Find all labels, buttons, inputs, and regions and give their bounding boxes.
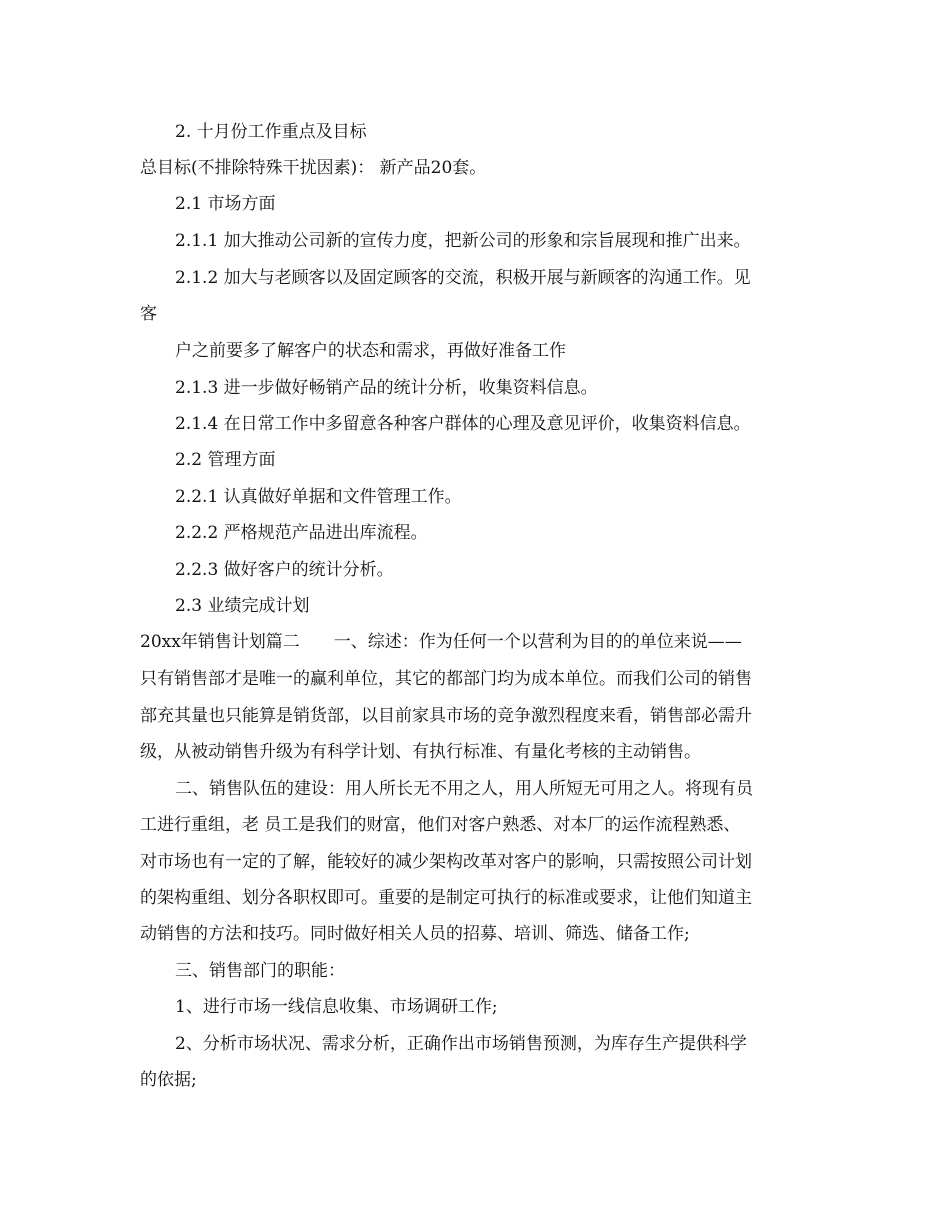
paragraph-line: 2.2.3 做好客户的统计分析。: [175, 560, 394, 580]
paragraph-line: 对市场也有一定的了解，能较好的减少架构改革对客户的影响，只需按照公司计划: [140, 852, 752, 872]
paragraph-line: 2.1.4 在日常工作中多留意各种客户群体的心理及意见评价，收集资料信息。: [175, 414, 751, 434]
paragraph-line: 动销售的方法和技巧。同时做好相关人员的招募、培训、筛选、储备工作;: [140, 924, 690, 944]
paragraph-line: 2.1.2 加大与老顾客以及固定顾客的交流，积极开展与新顾客的沟通工作。见: [175, 268, 751, 288]
paragraph-line: 部充其量也只能算是销货部，以目前家具市场的竞争激烈程度来看，销售部必需升: [140, 706, 752, 726]
heading-sales-functions: 三、销售部门的职能：: [175, 961, 345, 981]
paragraph-line: 总目标(不排除特殊干扰因素)： 新产品20套。: [140, 158, 487, 178]
heading-management: 2.2 管理方面: [175, 450, 276, 470]
paragraph-line: 2.1.1 加大推动公司新的宣传力度，把新公司的形象和宗旨展现和推广出来。: [175, 231, 751, 251]
paragraph-line: 户之前要多了解客户的状态和需求，再做好准备工作: [175, 341, 566, 361]
list-item: 1、进行市场一线信息收集、市场调研工作;: [175, 997, 498, 1017]
paragraph-line: 客: [140, 304, 157, 324]
list-item-continuation: 的依据;: [140, 1070, 197, 1090]
heading-performance-plan: 2.3 业绩完成计划: [175, 596, 310, 616]
paragraph-line: 2.1.3 进一步做好畅销产品的统计分析，收集资料信息。: [175, 378, 598, 398]
paragraph-line: 级，从被动销售升级为有科学计划、有执行标准、有量化考核的主动销售。: [140, 742, 701, 762]
paragraph-line: 2.2.1 认真做好单据和文件管理工作。: [175, 487, 462, 507]
list-item: 2、分析市场状况、需求分析，正确作出市场销售预测，为库存生产提供科学: [175, 1034, 747, 1054]
paragraph-line: 20xx年销售计划篇二 一、综述：作为任何一个以营利为目的的单位来说——: [140, 632, 742, 652]
paragraph-line: 二、销售队伍的建设：用人所长无不用之人，用人所短无可用之人。将现有员: [175, 779, 753, 799]
paragraph-line: 只有销售部才是唯一的赢利单位，其它的都部门均为成本单位。而我们公司的销售: [140, 669, 752, 689]
heading-october-focus: 2. 十月份工作重点及目标: [175, 122, 367, 142]
paragraph-line: 2.2.2 严格规范产品进出库流程。: [175, 523, 428, 543]
paragraph-line: 工进行重组，老 员工是我们的财富，他们对客户熟悉、对本厂的运作流程熟悉、: [140, 815, 741, 835]
paragraph-line: 的架构重组、划分各职权即可。重要的是制定可执行的标准或要求，让他们知道主: [140, 888, 752, 908]
heading-market: 2.1 市场方面: [175, 194, 276, 214]
